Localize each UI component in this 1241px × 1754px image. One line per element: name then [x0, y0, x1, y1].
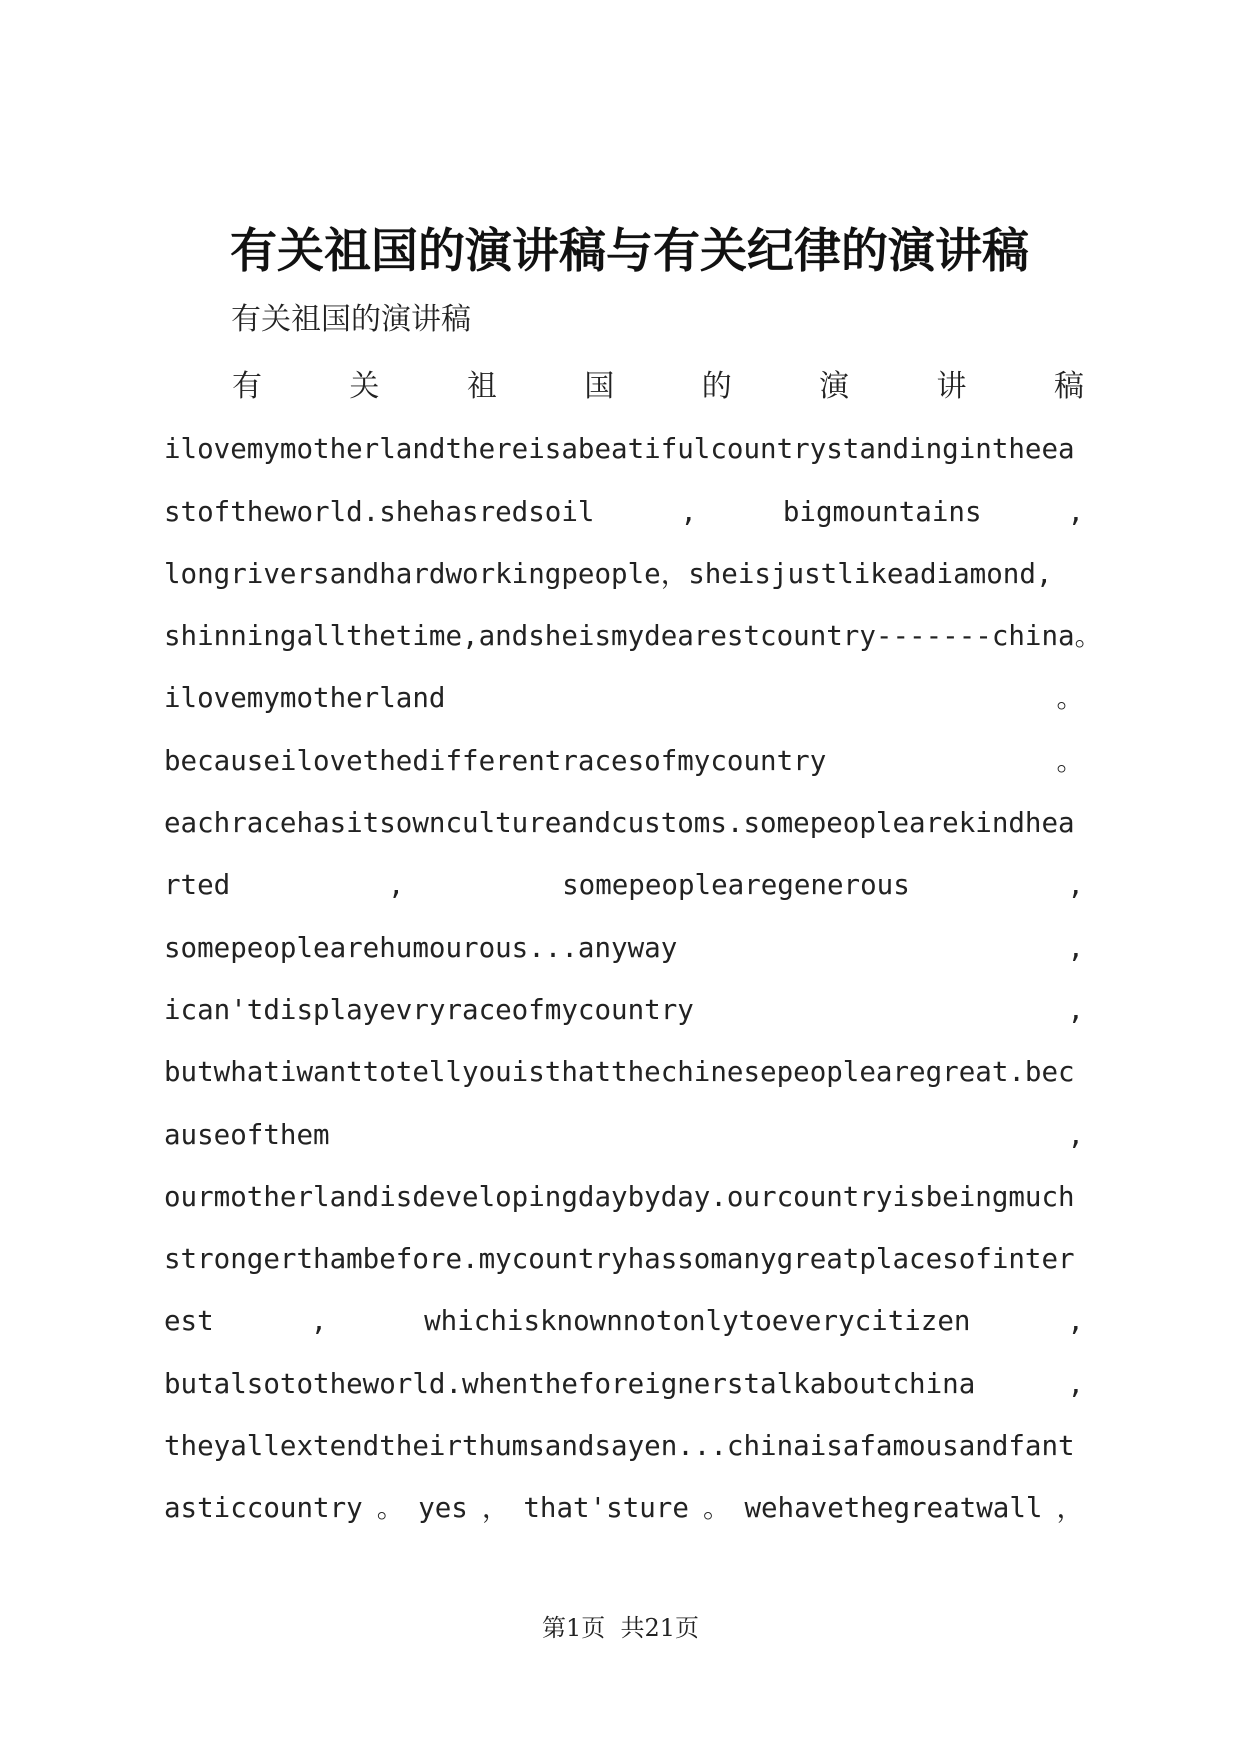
- body-text-segment: ，: [1056, 1492, 1084, 1525]
- body-text-segment: 国: [584, 369, 615, 404]
- body-text-segment: 演: [819, 369, 850, 404]
- body-line: [164, 605, 1103, 667]
- body-text-segment: theyallextendtheirthumsandsayen...chinaisafamousandfant: [164, 1430, 1075, 1463]
- body-text-segment: 的: [701, 369, 732, 404]
- body-text-segment: ,: [1067, 1305, 1084, 1338]
- body-text-segment: est: [164, 1305, 214, 1338]
- body-text-segment: bigmountains: [782, 495, 982, 528]
- body-text-segment: ican'tdisplayevryraceofmycountry: [164, 993, 694, 1026]
- page-footer: [0, 1610, 1241, 1646]
- body-line: [164, 1290, 1084, 1352]
- body-text-segment: rted: [164, 869, 231, 902]
- body-line: [164, 667, 1084, 729]
- body-text-segment: ,: [387, 869, 405, 902]
- body-text-segment: 。: [1056, 744, 1084, 777]
- body-text-segment: butwhatiwanttotellyouisthatthechinesepeoplearegreat.bec: [164, 1056, 1075, 1089]
- body-line: [164, 1353, 1084, 1415]
- body-text-segment: shinningallthetime,andsheismydearestcountry-------china。: [164, 620, 1103, 653]
- body-text-segment: 祖: [466, 369, 497, 404]
- body-text-segment: strongerthambefore.mycountryhassomanygreatplacesofinter: [164, 1243, 1075, 1276]
- body-line: [164, 1228, 1084, 1290]
- body-line: [164, 1477, 1084, 1539]
- body-line: [164, 979, 1084, 1041]
- body-text-segment: 。: [702, 1492, 731, 1525]
- body-text-segment: somepeoplearegenerous: [562, 869, 910, 902]
- document-title: 有关祖国的演讲稿与有关纪律的演讲稿: [230, 224, 1029, 279]
- body-text-segment: ,: [1067, 495, 1084, 528]
- body-text-segment: ,: [1067, 931, 1084, 964]
- body-line: [164, 854, 1084, 916]
- body-text-segment: 讲: [936, 369, 967, 404]
- body-text-segment: 稿: [1053, 369, 1084, 404]
- body-text-segment: butalsototheworld.whentheforeignerstalkaboutchina: [164, 1367, 976, 1400]
- body-line: [164, 356, 1084, 418]
- body-line: [164, 1041, 1084, 1103]
- section-heading: 有关祖国的演讲稿: [231, 302, 471, 337]
- body-line: [164, 481, 1084, 543]
- body-line: [164, 792, 1084, 854]
- page-number-label: 第1页 共21页: [541, 1614, 700, 1642]
- body-text-segment: 有: [232, 369, 262, 404]
- body-line: [164, 1415, 1084, 1477]
- body-line: [164, 917, 1084, 979]
- body-text-segment: ，: [481, 1492, 510, 1525]
- body-text-segment: whichisknownnotonlytoeverycitizen: [424, 1305, 971, 1338]
- body-text-segment: yes: [418, 1492, 468, 1525]
- body-line: [164, 418, 1084, 480]
- body-text-segment: stoftheworld.shehasredsoil: [164, 495, 595, 528]
- body-text-segment: 。: [1056, 682, 1084, 715]
- body-text: [164, 356, 1103, 1540]
- body-text-segment: becauseilovethedifferentracesofmycountry: [164, 744, 827, 777]
- body-line: [164, 543, 1084, 605]
- body-text-segment: longriversandhardworkingpeople，sheisjustlikeadiamond,: [164, 557, 1053, 590]
- body-text-segment: auseofthem: [164, 1118, 330, 1151]
- body-text-segment: ,: [310, 1305, 328, 1338]
- body-text-segment: ,: [1067, 869, 1084, 902]
- body-text-segment: 关: [349, 369, 380, 404]
- body-text-segment: somepeoplearehumourous...anyway: [164, 931, 678, 964]
- body-text-segment: 。: [376, 1492, 405, 1525]
- body-text-segment: ilovemymotherland: [164, 682, 446, 715]
- body-line: [164, 1166, 1084, 1228]
- body-text-segment: ourmotherlandisdevelopingdaybyday.ourcountryisbeingmuch: [164, 1180, 1075, 1213]
- body-text-segment: ,: [680, 495, 697, 528]
- body-text-segment: wehavethegreatwall: [744, 1492, 1043, 1525]
- body-text-segment: ,: [1067, 1367, 1084, 1400]
- body-line: [164, 730, 1084, 792]
- body-text-segment: ,: [1067, 1118, 1084, 1151]
- body-line: [164, 1104, 1084, 1166]
- body-text-segment: ,: [1067, 993, 1084, 1026]
- body-text-segment: ilovemymotherlandthereisabeatifulcountrystandingintheea: [164, 433, 1075, 466]
- body-text-segment: eachracehasitsowncultureandcustoms.somepeoplearekindhea: [164, 807, 1075, 840]
- body-text-segment: asticcountry: [164, 1492, 363, 1525]
- body-text-segment: that'sture: [523, 1492, 689, 1525]
